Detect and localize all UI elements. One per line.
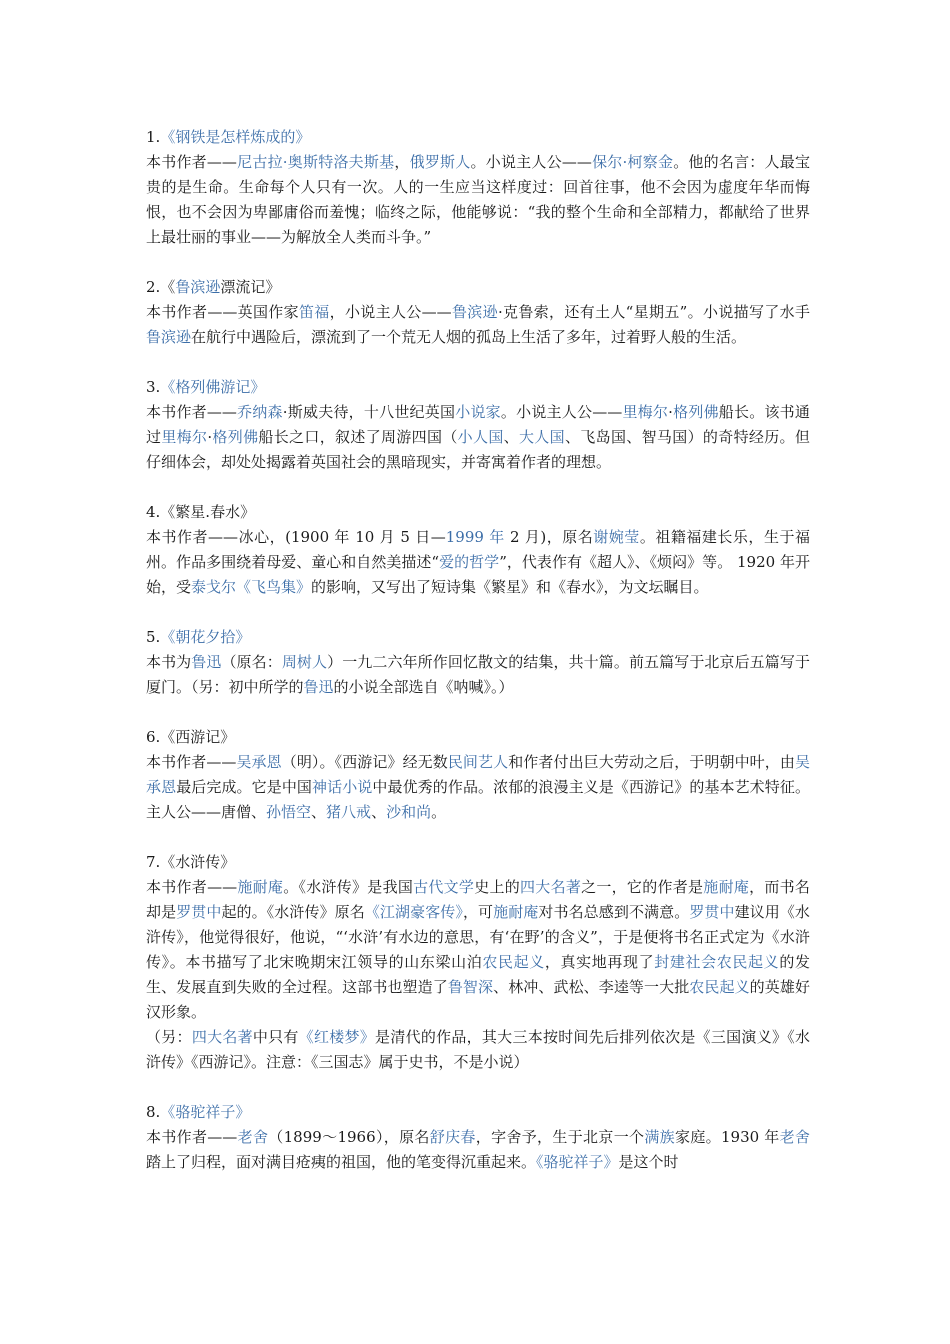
- text-run: 史上的: [474, 878, 521, 896]
- text-link[interactable]: 笛福: [298, 303, 330, 321]
- section-5: [146, 625, 810, 700]
- text-link[interactable]: 罗贯中: [176, 903, 222, 921]
- section-heading: [146, 1100, 810, 1125]
- text-link[interactable]: 《骆驼祥子》: [536, 1153, 619, 1171]
- text-link[interactable]: 老舍: [237, 1128, 269, 1146]
- text-run: （1899～1966），原名: [268, 1128, 430, 1146]
- section-2: [146, 275, 810, 350]
- text-link[interactable]: 鲁迅: [303, 678, 334, 696]
- text-run: ·: [668, 403, 673, 421]
- text-run: 7.《水浒传》: [146, 853, 236, 871]
- text-run: ·斯威夫待，十八世纪英国: [282, 403, 456, 421]
- text-link[interactable]: 《江湖豪客传》: [364, 903, 463, 921]
- text-run: （明）。《西游记》经无数: [281, 753, 448, 771]
- text-link[interactable]: 鲁迅: [191, 653, 222, 671]
- text-link[interactable]: 鲁滨逊: [175, 278, 221, 296]
- text-link[interactable]: 俄罗斯人: [409, 153, 471, 171]
- text-run: 、: [503, 428, 519, 446]
- text-run: 8.: [146, 1103, 161, 1121]
- section-heading: [146, 375, 810, 400]
- text-run: 对书名总感到不满意。: [538, 903, 690, 921]
- text-link[interactable]: 乔纳森: [236, 403, 283, 421]
- text-run: 、: [371, 803, 387, 821]
- text-run: 漂流记》: [220, 278, 281, 296]
- text-link[interactable]: 鲁滨逊: [146, 328, 192, 346]
- section-note: [146, 1025, 810, 1075]
- text-link[interactable]: 《格列佛游记》: [160, 378, 266, 396]
- text-run: 本书作者——冰心，(1900 年 10 月 5 日—: [146, 528, 446, 546]
- text-run: 的小说全部选自《呐喊》。）: [333, 678, 514, 696]
- document-page: [146, 125, 810, 1200]
- text-link[interactable]: 谢婉莹: [593, 528, 640, 546]
- text-run: 的英雄好汉形象。: [146, 978, 810, 1021]
- section-body: [146, 150, 810, 250]
- text-link[interactable]: 1999 年: [445, 528, 505, 546]
- text-link[interactable]: 《朝花夕拾》: [160, 628, 251, 646]
- section-3: [146, 375, 810, 475]
- text-link[interactable]: 罗贯中: [689, 903, 735, 921]
- text-run: ，而书名却是: [146, 878, 810, 921]
- section-6: [146, 725, 810, 825]
- text-run: 。他的名言：人最宝贵的是生命。生命每个人只有一次。人的一生应当这样度过：回首往事，他不会因为虚度年华而悔恨，也不会因为卑鄙庸俗而羞愧；临终之际，他能够说：“我的整个生命和全部精力，都献给了世界上最壮丽的事业——为解放全人类而斗争。”: [146, 153, 810, 246]
- text-link[interactable]: 鲁智深: [447, 978, 494, 996]
- text-link[interactable]: 四大名著: [520, 878, 582, 896]
- text-run: ，字舍予，生于北京一个: [475, 1128, 645, 1146]
- text-run: 5.: [146, 628, 161, 646]
- text-run: 本书作者——英国作家: [146, 303, 299, 321]
- text-run: 、林冲、武松、李逵等一大批: [493, 978, 690, 996]
- text-run: 2 月)，原名: [504, 528, 594, 546]
- text-run: 中只有: [252, 1028, 299, 1046]
- text-link[interactable]: 老舍: [779, 1128, 810, 1146]
- text-run: ，真实地再现了: [544, 953, 655, 971]
- text-link[interactable]: 爱的哲学: [439, 553, 500, 571]
- text-link[interactable]: 古代文学: [413, 878, 475, 896]
- text-run: 中最优秀的作品。浓郁的浪漫主义是《西游记》的基本艺术特征。主人公——唐僧、: [146, 778, 810, 821]
- text-run: ”，代表作有《超人》、《烦闷》等。 1920 年开始，受: [146, 553, 810, 596]
- text-run: 之一，它的作者是: [581, 878, 704, 896]
- text-link[interactable]: 里梅尔: [622, 403, 669, 421]
- section-8: [146, 1100, 810, 1175]
- text-link[interactable]: 农民起义: [689, 978, 750, 996]
- text-run: （另：: [146, 1028, 192, 1046]
- section-heading: [146, 275, 810, 300]
- text-link[interactable]: 施耐庵: [703, 878, 750, 896]
- text-run: 本书作者——: [146, 1128, 238, 1146]
- text-link[interactable]: 《飞鸟集》: [236, 578, 312, 596]
- text-run: 是清代的作品，其大三本按时间先后排列依次是《三国演义》《水浒传》《西游记》。注意：《三国志》属于史书，不是小说）: [146, 1028, 810, 1071]
- text-run: 3.: [146, 378, 161, 396]
- text-run: 、飞岛国、智马国）的奇特经历。但仔细体会，却处处揭露着英国社会的黑暗现实，并寄寓着作者的理想。: [146, 428, 810, 471]
- text-run: 。小说主人公——: [500, 403, 623, 421]
- text-run: 踏上了归程，面对满目疮痍的祖国，他的笔变得沉重起来。: [146, 1153, 537, 1171]
- text-link[interactable]: 满族: [644, 1128, 676, 1146]
- text-link[interactable]: 施耐庵: [493, 903, 539, 921]
- section-body: [146, 400, 810, 475]
- text-run: 最后完成。它是中国: [176, 778, 313, 796]
- text-run: 在航行中遇险后，漂流到了一个荒无人烟的孤岛上生活了多年，过着野人般的生活。: [191, 328, 747, 346]
- section-body: [146, 525, 810, 600]
- text-run: 。小说主人公——: [470, 153, 592, 171]
- text-run: 家庭。1930 年: [675, 1128, 780, 1146]
- text-run: 、: [311, 803, 327, 821]
- text-run: ，可: [462, 903, 494, 921]
- text-run: 的发生、发展直到失败的全过程。这部书也塑造了: [146, 953, 810, 996]
- section-7: [146, 850, 810, 1075]
- text-run: 的影响，又写出了短诗集《繁星》和《春水》，为文坛瞩目。: [311, 578, 709, 596]
- text-run: 6.《西游记》: [146, 728, 236, 746]
- text-run: 2.《: [146, 278, 176, 296]
- text-link[interactable]: 小人国: [457, 428, 504, 446]
- text-link[interactable]: 里梅尔: [161, 428, 208, 446]
- text-run: 4.《繁星.春水》: [146, 503, 256, 521]
- text-link[interactable]: 四大名著: [191, 1028, 253, 1046]
- text-run: 是这个时: [618, 1153, 679, 1171]
- section-body: [146, 300, 810, 350]
- text-link[interactable]: 封建社会农民起义: [654, 953, 780, 971]
- text-run: 建议用《水浒传》，他觉得很好，他说，“‘水浒’有水边的意思，有‘在野’的含义”，于是便将书名正式定为《水浒传》。本书描写了北宋晚期宋江领导的山东梁山泊: [146, 903, 810, 971]
- section-body: [146, 750, 810, 825]
- section-4: [146, 500, 810, 600]
- text-link[interactable]: 《骆驼祥子》: [160, 1103, 251, 1121]
- text-run: 1.: [146, 128, 161, 146]
- text-link[interactable]: 孙悟空: [266, 803, 312, 821]
- text-link[interactable]: 沙和尚: [386, 803, 432, 821]
- text-link[interactable]: 格列佛: [212, 428, 259, 446]
- section-1: [146, 125, 810, 250]
- section-heading: [146, 625, 810, 650]
- text-link[interactable]: 周树人: [281, 653, 328, 671]
- text-link[interactable]: 《钢铁是怎样炼成的》: [160, 128, 311, 146]
- text-run: 。《水浒传》是我国: [283, 878, 414, 896]
- section-body: [146, 1125, 810, 1175]
- section-heading: [146, 500, 810, 525]
- text-run: ）一九二六年所作回忆散文的结集，共十篇。前五篇写于北京后五篇写于厦门。（另：初中所学的: [146, 653, 810, 696]
- text-run: 本书为: [146, 653, 192, 671]
- text-link[interactable]: 农民起义: [482, 953, 545, 971]
- text-link[interactable]: 小说家: [455, 403, 501, 421]
- text-link[interactable]: 保尔·柯察金: [591, 153, 674, 171]
- text-run: （原名：: [221, 653, 282, 671]
- section-heading: [146, 850, 810, 875]
- text-link[interactable]: 吴承恩: [236, 753, 282, 771]
- section-body: [146, 650, 810, 700]
- text-link[interactable]: 《红楼梦》: [298, 1028, 376, 1046]
- text-link[interactable]: 施耐庵: [237, 878, 284, 896]
- section-heading: [146, 725, 810, 750]
- text-link[interactable]: 民间艺人: [447, 753, 509, 771]
- text-run: 起的。《水浒传》原名: [221, 903, 365, 921]
- text-run: 本书作者——: [146, 878, 238, 896]
- text-link[interactable]: 神话小说: [312, 778, 373, 796]
- text-run: 本书作者——: [146, 153, 237, 171]
- text-link[interactable]: 泰戈尔: [191, 578, 237, 596]
- text-run: 船长之口，叙述了周游四国（: [258, 428, 458, 446]
- text-run: 本书作者——: [146, 753, 237, 771]
- text-run: ，: [394, 153, 410, 171]
- text-link[interactable]: 舒庆春: [429, 1128, 476, 1146]
- text-run: 。: [431, 803, 447, 821]
- text-run: 本书作者——: [146, 403, 237, 421]
- text-run: ，小说主人公——: [329, 303, 452, 321]
- text-run: 和作者付出巨大劳动之后，于明朝中叶，由: [508, 753, 795, 771]
- text-link[interactable]: 尼古拉·奥斯特洛夫斯基: [236, 153, 395, 171]
- text-run: ·: [207, 428, 213, 446]
- section-heading: [146, 125, 810, 150]
- section-body: [146, 875, 810, 1025]
- text-link[interactable]: 大人国: [518, 428, 565, 446]
- text-run: 。祖籍福建长乐，生于福州。作品多围绕着母爱、童心和自然美描述“: [146, 528, 810, 571]
- text-run: 船长。该书通过: [146, 403, 810, 446]
- text-link[interactable]: 格列佛: [672, 403, 719, 421]
- text-link[interactable]: 猪八戒: [326, 803, 372, 821]
- text-link[interactable]: 吴承恩: [146, 753, 810, 796]
- text-run: ·克鲁索，还有土人“星期五”。小说描写了水手: [497, 303, 810, 321]
- text-link[interactable]: 鲁滨逊: [451, 303, 498, 321]
